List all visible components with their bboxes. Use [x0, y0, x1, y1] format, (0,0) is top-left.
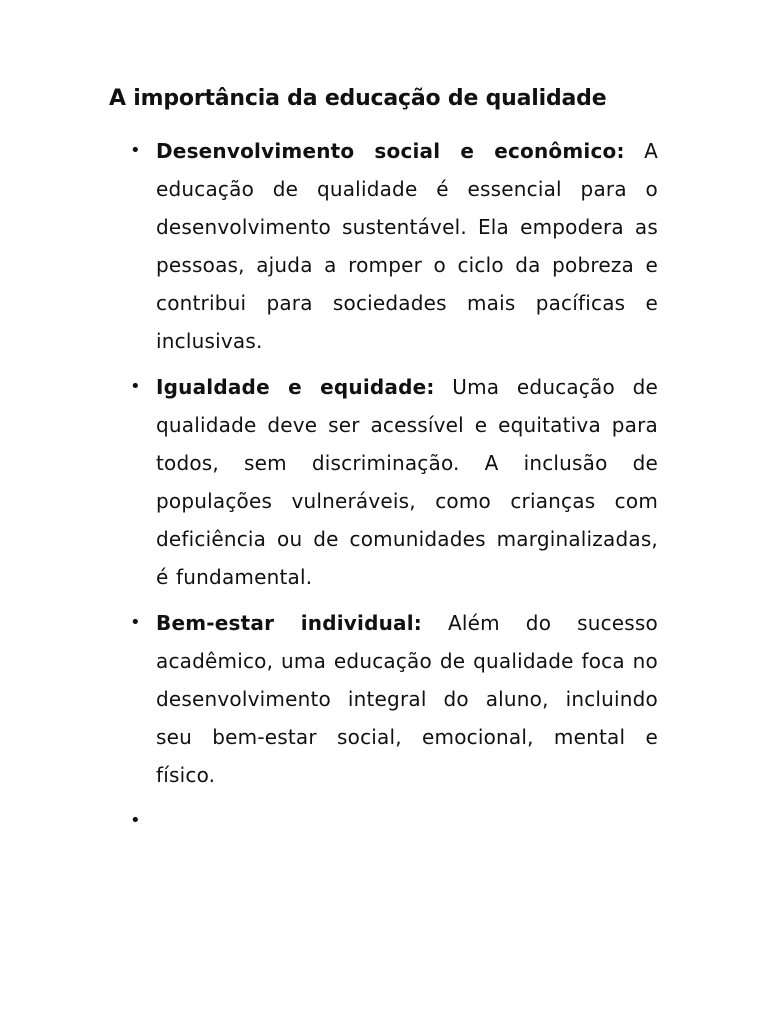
- list-item-heading: Igualdade e equidade:: [156, 375, 435, 399]
- bullet-icon: •: [130, 140, 141, 161]
- list-item-body: Uma educação de qualidade deve ser acessível e equitativa para todos, sem discriminação. A inclusão de populações vulneráveis, como crianças com deficiência ou de comunidades marginalizadas, é fundamental.: [156, 375, 658, 589]
- bullet-list: [0, 132, 768, 848]
- list-item: [0, 604, 768, 794]
- list-item-text: [156, 368, 658, 596]
- list-item-body: Além do sucesso acadêmico, uma educação de qualidade foca no desenvolvimento integral do aluno, incluindo seu bem-estar social, emocional, mental e físico.: [156, 611, 658, 787]
- list-item: [0, 132, 768, 360]
- list-item-heading: Desenvolvimento social e econômico:: [156, 139, 625, 163]
- bullet-icon: •: [130, 810, 141, 831]
- list-item-text: [156, 604, 658, 794]
- list-item-heading: Bem-estar individual:: [156, 611, 422, 635]
- list-item-text: [156, 132, 658, 360]
- bullet-icon: •: [130, 612, 141, 633]
- list-item-text: [156, 802, 658, 840]
- bullet-icon: •: [130, 376, 141, 397]
- list-item-body: A educação de qualidade é essencial para o desenvolvimento sustentável. Ela empodera as pessoas, ajuda a romper o ciclo da pobreza e contribui para sociedades mais pacíficas e inclusivas.: [156, 139, 658, 353]
- list-item: [0, 368, 768, 596]
- list-item-empty: [0, 802, 768, 840]
- document-title: A importância da educação de qualidade: [109, 86, 607, 111]
